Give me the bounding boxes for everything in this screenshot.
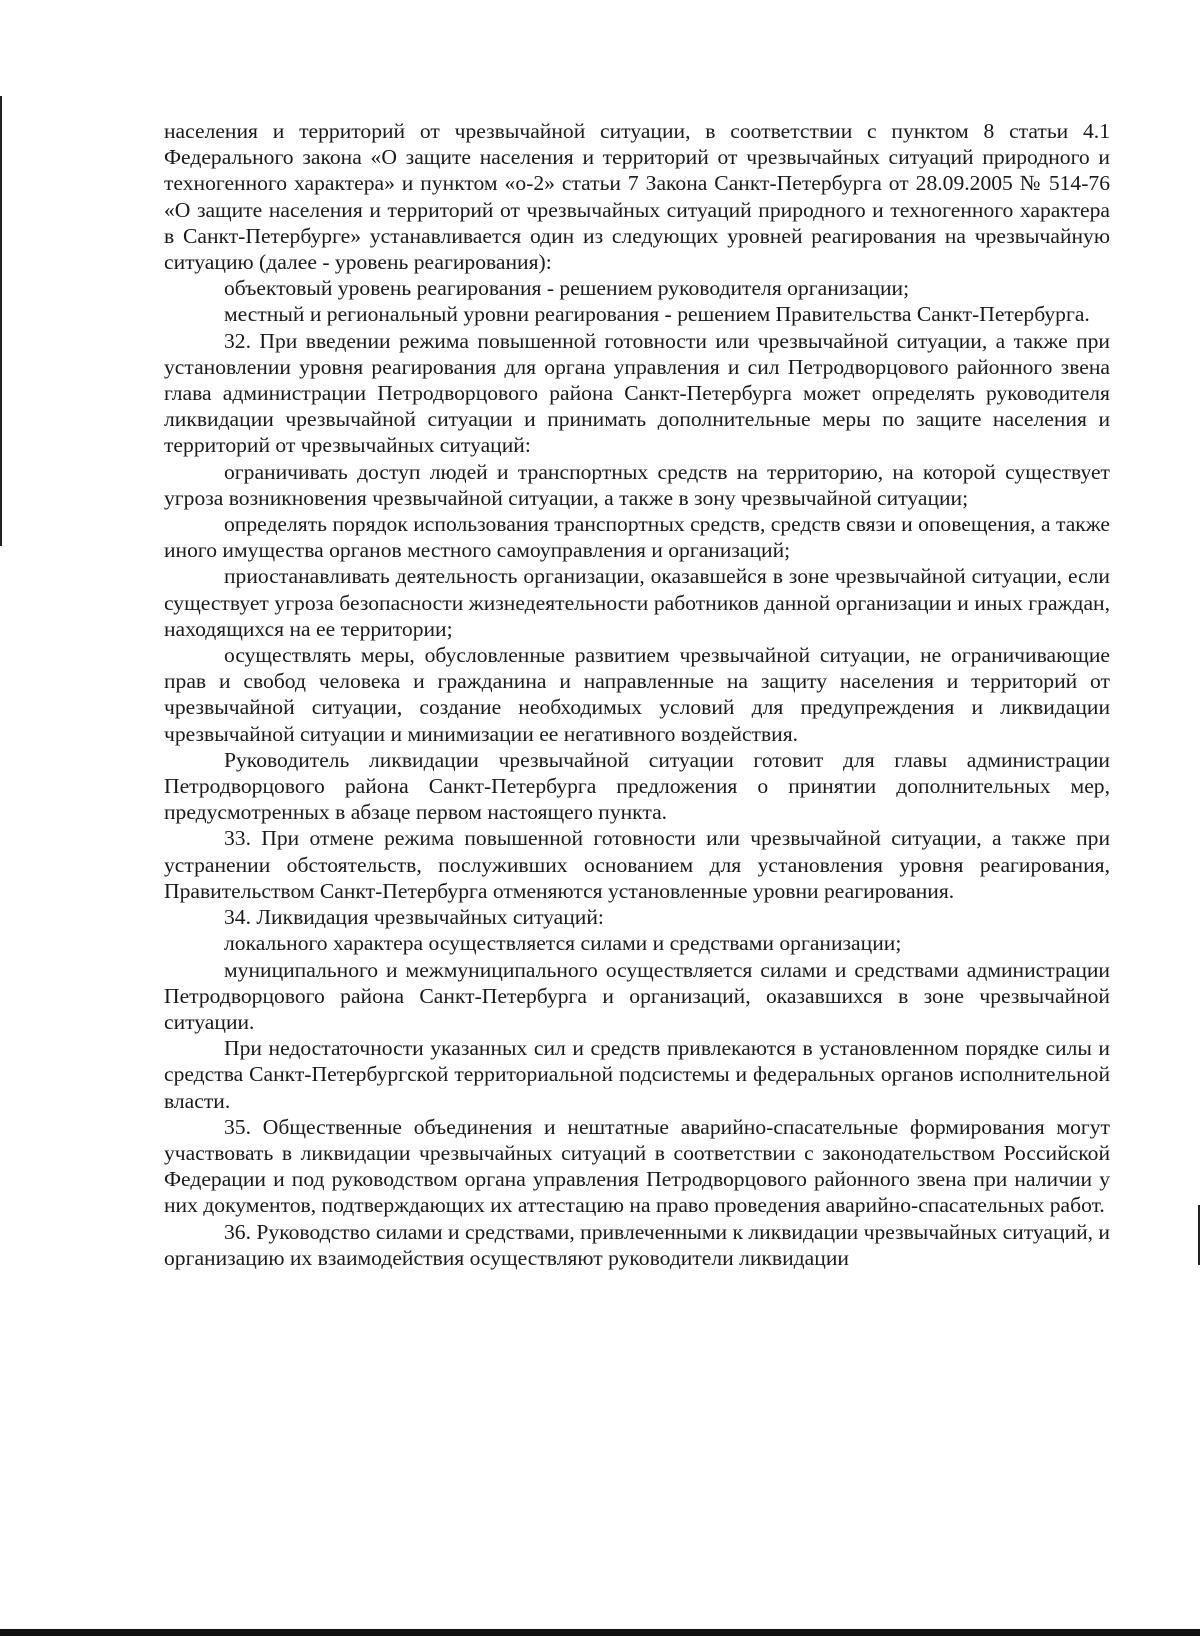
paragraph-item: локального характера осуществляется силами и средствами организации; (224, 931, 902, 956)
paragraph-clause-32: 32. При введении режима повышенной готовности или чрезвычайной ситуации, а также при установлении уровня реагирования для органа управления и сил Петродворцового районного звена глава администрации Петродворцового района Санкт-Петербурга может определять руководителя ликвидации чрезвычайной ситуации и принимать дополнительные меры по защите населения и территорий от чрезвычайных ситуаций: (164, 328, 1110, 458)
paragraph-clause-36: 36. Руководство силами и средствами, привлеченными к ликвидации чрезвычайных ситуаций, и организацию их взаимодействия осуществляют руководители ликвидации (164, 1219, 1110, 1270)
paragraph-item: местный и региональный уровни реагирования - решением Правительства Санкт-Петербурга. (224, 302, 1090, 327)
paragraph-item: ограничивать доступ людей и транспортных средств на территорию, на которой существует угроза возникновения чрезвычайной ситуации, а также в зону чрезвычайной ситуации; (164, 459, 1110, 510)
paragraph-text: Руководитель ликвидации чрезвычайной ситуации готовит для главы администрации Петродворцового района Санкт-Петербурга предложения о принятии дополнительных мер, предусмотренных в абзаце первом настоящего пункта. (164, 747, 1110, 825)
scan-edge-bottom (0, 1629, 1200, 1636)
paragraph-item: приостанавливать деятельность организации, оказавшейся в зоне чрезвычайной ситуации, если существует угроза безопасности жизнедеятельности работников данной организации и иных граждан, находящихся на ее территории; (164, 564, 1110, 641)
scan-edge-left (0, 96, 2, 546)
document-body (164, 118, 1110, 1271)
paragraph-text: При недостаточности указанных сил и средств привлекаются в установленном порядке силы и средства Санкт-Петербургской территориальной подсистемы и федеральных органов исполнительной власти. (164, 1036, 1110, 1113)
paragraph-clause-34: 34. Ликвидация чрезвычайных ситуаций: (224, 905, 604, 930)
paragraph-item: определять порядок использования транспортных средств, средств связи и оповещения, а также иного имущества органов местного самоуправления и организаций; (164, 512, 1110, 563)
paragraph-continuation: населения и территорий от чрезвычайной ситуации, в соответствии с пунктом 8 статьи 4.1 Федерального закона «О защите населения и территорий от чрезвычайных ситуаций природного и техногенного характера» и пунктом «о-2» статьи 7 Закона Санкт-Петербурга от 28.09.2005 № 514-76 «О защите населения и территорий от чрезвычайных ситуаций природного и техногенного характера в Санкт-Петербурге» устанавливается один из следующих уровней реагирования на чрезвычайную ситуацию (далее - уровень реагирования): (164, 119, 1110, 275)
paragraph-item: объектовый уровень реагирования - решением руководителя организации; (224, 276, 910, 301)
paragraph-clause-33: 33. При отмене режима повышенной готовности или чрезвычайной ситуации, а также при устранении обстоятельств, послуживших основанием для установления уровня реагирования, Правительством Санкт-Петербурга отменяются установленные уровни реагирования. (164, 826, 1110, 903)
paragraph-clause-35: 35. Общественные объединения и нештатные аварийно-спасательные формирования могут участвовать в ликвидации чрезвычайных ситуаций в соответствии с законодательством Российской Федерации и под руководством органа управления Петродворцового районного звена при наличии у них документов, подтверждающих их аттестацию на право проведения аварийно-спасательных работ. (164, 1114, 1110, 1218)
paragraph-item: осуществлять меры, обусловленные развитием чрезвычайной ситуации, не ограничивающие прав и свобод человека и гражданина и направленные на защиту населения и территорий от чрезвычайной ситуации, создание необходимых условий для предупреждения и ликвидации чрезвычайной ситуации и минимизации ее негативного воздействия. (164, 643, 1110, 746)
paragraph-item: муниципального и межмуниципального осуществляется силами и средствами администрации Петродворцового района Санкт-Петербурга и организаций, оказавшихся в зоне чрезвычайной ситуации. (164, 957, 1110, 1034)
